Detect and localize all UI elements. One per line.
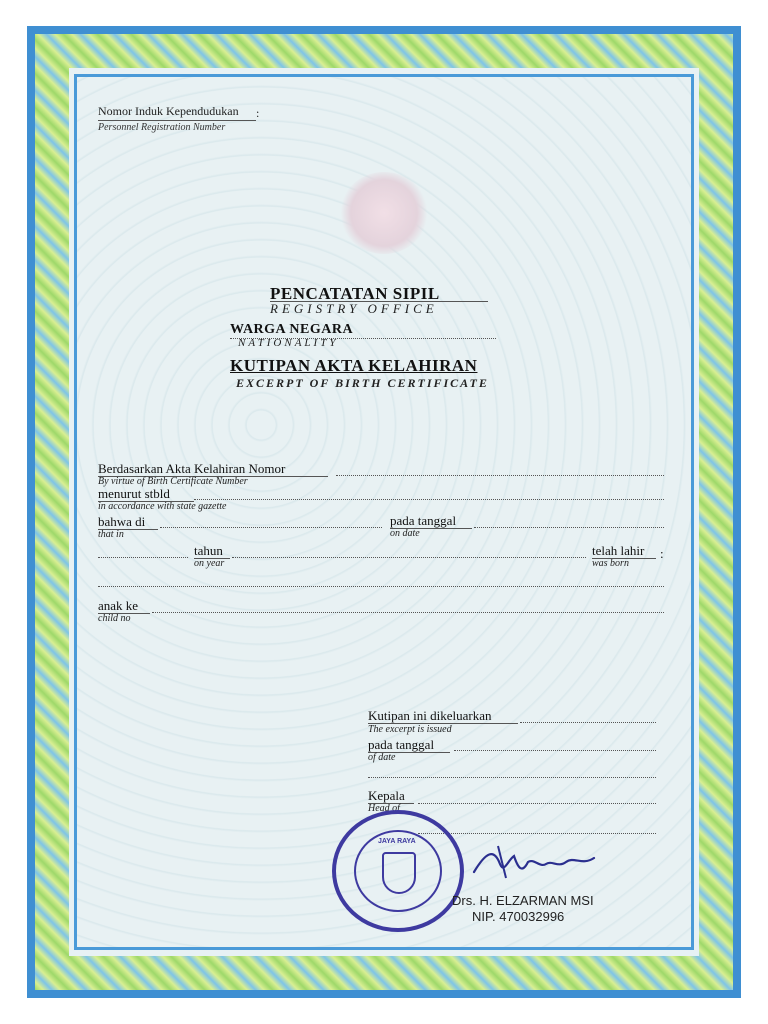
place-dotted-line <box>160 527 382 528</box>
born-label-en: was born <box>592 558 629 569</box>
child-no-label-en: child no <box>98 613 131 624</box>
cert-number-label: Berdasarkan Akta Kelahiran Nomor <box>98 461 286 476</box>
year-label-en: on year <box>194 558 225 569</box>
document-title-en: EXCERPT OF BIRTH CERTIFICATE <box>236 376 489 390</box>
office-title-en: REGISTRY OFFICE <box>270 301 438 316</box>
child-no-label: anak ke <box>98 598 139 613</box>
issued-label: Kutipan ini dikeluarkan <box>368 708 492 723</box>
year-label: tahun <box>194 543 223 558</box>
official-nip: NIP. 470032996 <box>472 909 565 924</box>
document-title: KUTIPAN AKTA KELAHIRAN <box>230 356 478 375</box>
head-label: Kepala <box>368 788 405 803</box>
born-label: telah lahir <box>592 543 645 558</box>
stamp-emblem-text: JAYA RAYA <box>378 838 416 845</box>
stamp-inner-ring <box>354 830 442 912</box>
nationality-label: WARGA NEGARA <box>230 322 354 337</box>
garuda-emblem-icon <box>340 172 428 254</box>
issued-date-label: pada tanggal <box>368 737 435 752</box>
stbld-label: menurut stbld <box>98 486 170 501</box>
born-colon: : <box>660 546 664 561</box>
signature <box>470 838 600 888</box>
stbld-dotted-line <box>194 499 664 500</box>
year-dotted-line <box>232 557 586 558</box>
head-dotted-line <box>418 803 656 804</box>
nationality-label-en: NATIONALITY <box>238 337 339 349</box>
official-name: Drs. H. ELZARMAN MSI <box>452 893 594 908</box>
place-label: bahwa di <box>98 514 146 529</box>
jakarta-emblem-icon <box>382 852 416 894</box>
issued-label-en: The excerpt is issued <box>368 724 452 735</box>
official-stamp <box>332 810 464 932</box>
day-dotted-line <box>98 557 188 558</box>
nik-label-en: Personnel Registration Number <box>98 122 226 133</box>
nik-underline <box>98 120 256 121</box>
office-dotted-line <box>418 833 656 834</box>
nik-label: Nomor Induk Kependudukan <box>98 104 239 118</box>
child-no-dotted-line <box>152 612 664 613</box>
issued-dotted-line <box>520 722 656 723</box>
cert-number-label-en: By virtue of Birth Certificate Number <box>98 476 248 487</box>
office-title: PENCATATAN SIPIL <box>270 284 440 303</box>
issued-date-dotted-line <box>454 750 656 751</box>
name-dotted-line <box>98 586 664 587</box>
date-label-en: on date <box>390 528 420 539</box>
issued-date-label-en: of date <box>368 752 396 763</box>
cert-number-dotted-line <box>336 475 664 476</box>
date-label: pada tanggal <box>390 513 457 528</box>
head-label-en: Head of <box>368 803 400 814</box>
issued-extra-dotted-line <box>368 777 656 778</box>
place-label-en: that in <box>98 529 124 540</box>
stbld-label-en: in accordance with state gazette <box>98 501 227 512</box>
date-dotted-line <box>474 527 664 528</box>
nik-colon: : <box>256 106 260 120</box>
